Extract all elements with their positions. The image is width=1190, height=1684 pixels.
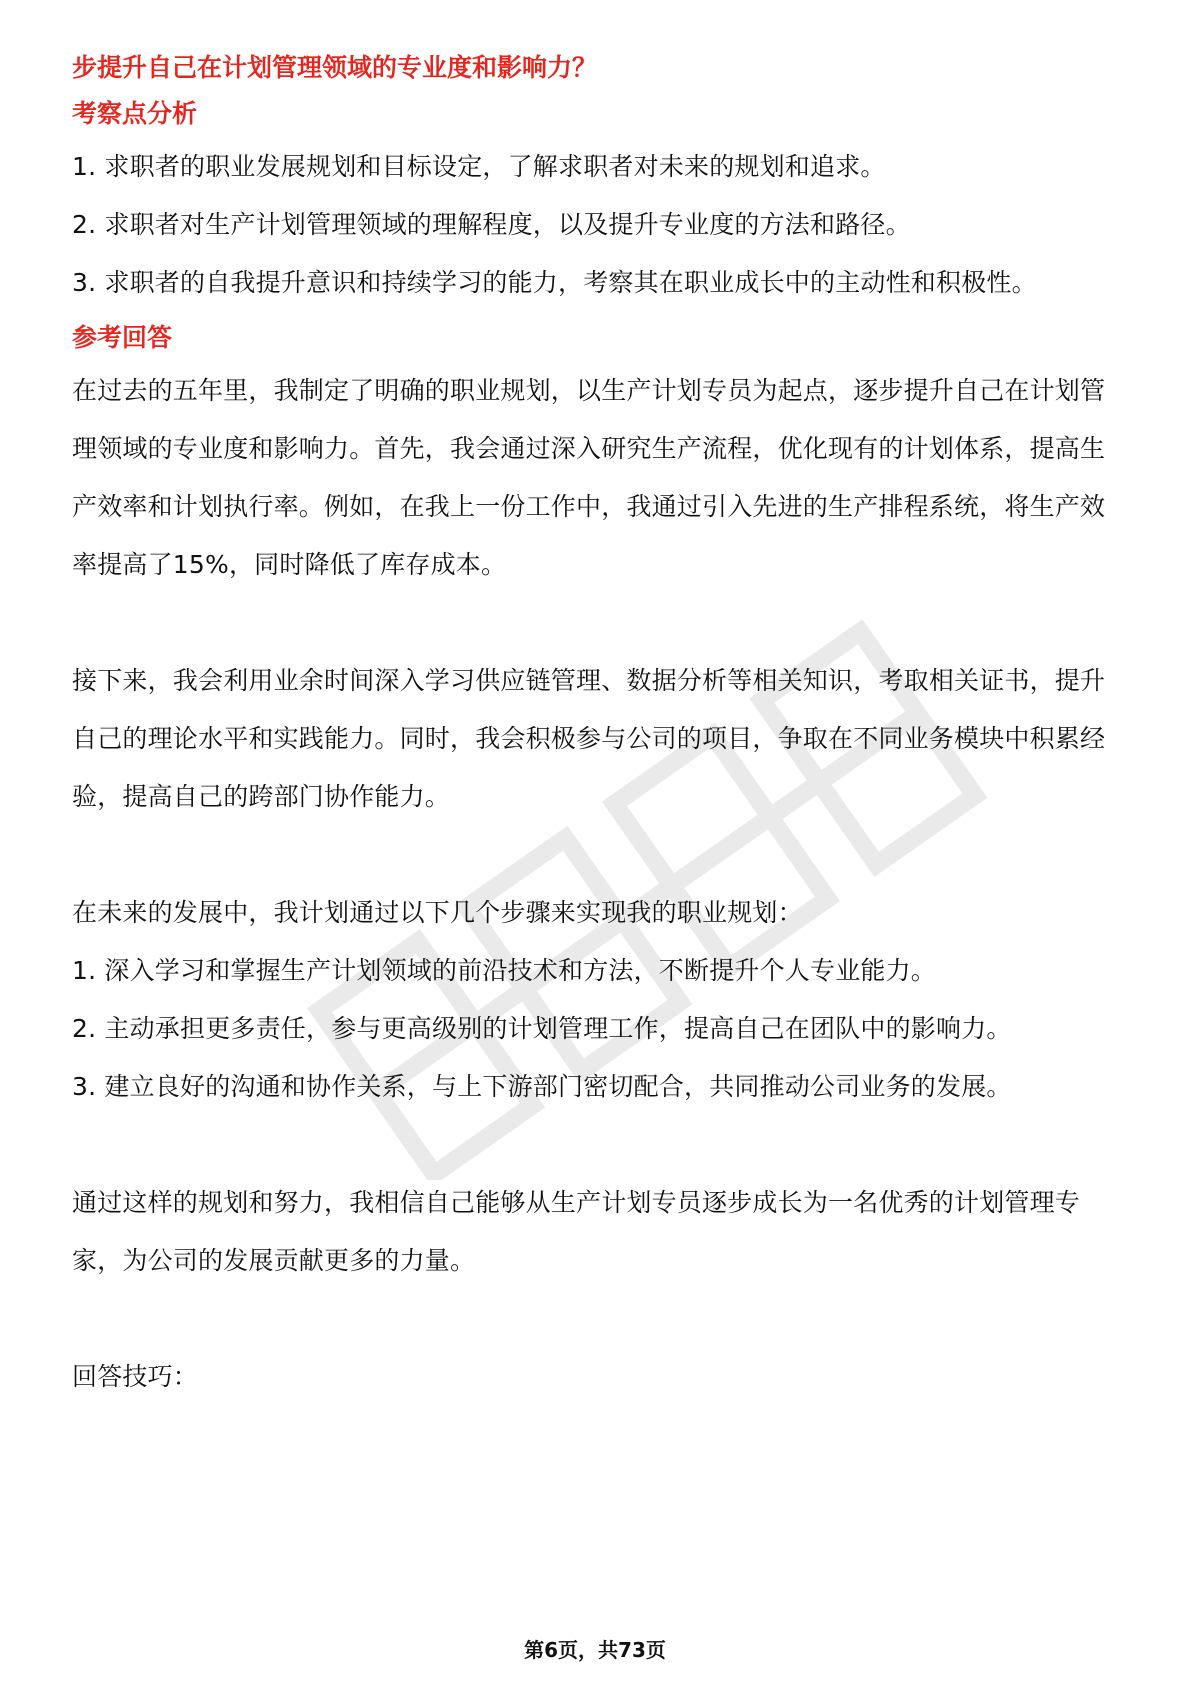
page-number: 第6页，共73页 [524,1638,666,1662]
answer-paragraph-1: 在过去的五年里，我制定了明确的职业规划，以生产计划专员为起点，逐步提升自己在计划管理领域的专业度和影响力。首先，我会通过深入研究生产流程，优化现有的计划体系，提高生产效率和计划执行率。例如，在我上一份工作中，我通过引入先进的生产排程系统，将生产效率提高了15%，同时降低了库存成本。 [72,376,1106,579]
analysis-heading: 考察点分析 [72,99,198,128]
answer-paragraph-3-intro: 在未来的发展中，我计划通过以下几个步骤来实现我的职业规划： [72,898,803,927]
answer-paragraph-4: 通过这样的规划和努力，我相信自己能够从生产计划专员逐步成长为一名优秀的计划管理专家，为公司的发展贡献更多的力量。 [72,1188,1081,1275]
answer-step-1: 1. 深入学习和掌握生产计划领域的前沿技术和方法，不断提升个人专业能力。 [72,956,937,985]
document-content [72,48,1122,1406]
answer-paragraph-2: 接下来，我会利用业余时间深入学习供应链管理、数据分析等相关知识，考取相关证书，提升自己的理论水平和实践能力。同时，我会积极参与公司的项目，争取在不同业务模块中积累经验，提高自己的跨部门协作能力。 [72,666,1106,811]
answer-heading: 参考回答 [72,323,173,352]
tips-heading: 回答技巧： [72,1362,199,1391]
analysis-item-2: 2. 求职者对生产计划管理领域的理解程度，以及提升专业度的方法和路径。 [72,210,911,239]
analysis-item-1: 1. 求职者的职业发展规划和目标设定，了解求职者对未来的规划和追求。 [72,152,886,181]
answer-step-3: 3. 建立良好的沟通和协作关系，与上下游部门密切配合，共同推动公司业务的发展。 [72,1072,1012,1101]
question-title-continuation: 步提升自己在计划管理领域的专业度和影响力？ [72,53,598,82]
answer-step-2: 2. 主动承担更多责任，参与更高级别的计划管理工作，提高自己在团队中的影响力。 [72,1014,1012,1043]
analysis-item-3: 3. 求职者的自我提升意识和持续学习的能力，考察其在职业成长中的主动性和积极性。 [72,268,1037,297]
